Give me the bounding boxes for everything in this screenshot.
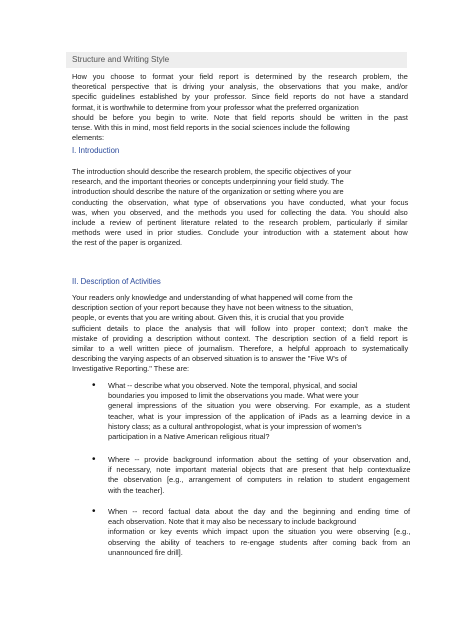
- text-line: general impressions of the situation you were observing. For example, as a student: [108, 401, 410, 411]
- bullet-icon: •: [92, 454, 96, 465]
- text-line: specific guidelines established by your professor. Since field reports do not have a standard: [72, 92, 409, 102]
- text-line: the observation [e.g., arrangement of computers in relation to student engagement: [108, 475, 410, 485]
- text-line: What -- describe what you observed. Note the temporal, physical, and social: [108, 381, 358, 390]
- section-title: Structure and Writing Style: [72, 55, 170, 64]
- text-line: each observation. Note that it may also be necessary to include background: [108, 517, 357, 527]
- text-line: observing the ability of teachers to re-engage students after coming back from an: [108, 537, 411, 547]
- text-line: unannounced fire drill].: [108, 547, 183, 557]
- text-line: Your readers only knowledge and understanding of what happened will come from the: [72, 293, 353, 302]
- text-line: sufficient details to place the analysis that will follow into proper context; don't make the: [72, 323, 408, 333]
- text-line: conducting the observation, what type of observations you have conducted, what your focus: [72, 197, 409, 207]
- text-line: format, it is worthwhile to determine from your professor what the preferred organization: [72, 102, 359, 112]
- text-line: describing the varying aspects of an observed situation is to answer the "Five W's of: [72, 354, 347, 364]
- text-line: if necessary, note important material objects that are present that help contextualize: [108, 465, 411, 475]
- text-line: history class; as a cultural anthropologist, what is your impression of women's: [108, 421, 362, 431]
- list-item-text: [108, 381, 410, 442]
- text-line: Where -- provide background information about the setting of your observation and,: [108, 455, 411, 464]
- text-line: similar to a well written piece of journalism. Therefore, a helpful approach to systematically: [72, 343, 409, 353]
- text-line: research, and the important theories or concepts underpinning your field study. The: [72, 177, 344, 187]
- text-line: Investigative Reporting." These are:: [72, 364, 190, 374]
- text-line: participation in a Native American religious ritual?: [108, 431, 270, 441]
- heading-introduction: I. Introduction: [72, 146, 120, 155]
- text-line: with the teacher].: [108, 485, 165, 495]
- text-line: should be before you begin to write. Note that field reports should be written in the past: [72, 112, 408, 122]
- intro-paragraph: [72, 72, 408, 143]
- text-line: people, or events that you are writing about. Given this, it is crucial that you provide: [72, 313, 344, 323]
- text-line: teacher, what is your impression of the application of iPads as a learning device in a: [108, 411, 411, 421]
- introduction-paragraph: [72, 167, 408, 249]
- list-item-text: [108, 455, 410, 496]
- text-line: theoretical perspective that is driving your analysis, the observations that you make, and/or: [72, 82, 408, 92]
- text-line: description section of your report because they have not been witness to the situation,: [72, 303, 354, 313]
- text-line: tense. With this in mind, most field reports in the social sciences include the following: [72, 122, 350, 132]
- text-line: elements:: [72, 133, 105, 143]
- bullet-icon: •: [92, 380, 96, 391]
- text-line: information or key events which impact upon the situation you were observing [e.g.,: [108, 527, 411, 537]
- list-item-text: [108, 507, 410, 558]
- text-line: mistake of providing a description without context. The description section of a field report is: [72, 333, 408, 343]
- heading-description-of-activities: II. Description of Activities: [72, 277, 161, 286]
- text-line: How you choose to format your field report is determined by the research problem, the: [72, 72, 408, 81]
- text-line: introduction should describe the nature of the organization or setting where you are: [72, 187, 344, 197]
- text-line: When -- record factual data about the day and the beginning and ending time of: [108, 507, 411, 516]
- text-line: methods were used in prior studies. Conclude your introduction with a statement about how: [72, 228, 408, 238]
- text-line: boundaries you imposed to limit the observations you made. What were your: [108, 391, 359, 401]
- text-line: include a review of pertinent literature related to the research problem, particularly if similar: [72, 217, 408, 227]
- text-line: The introduction should describe the research problem, the specific objectives of your: [72, 167, 352, 176]
- bullet-icon: •: [92, 506, 96, 517]
- description-paragraph: [72, 293, 408, 375]
- text-line: was, when you observed, and the methods you used for collecting the data. You should also: [72, 207, 408, 217]
- text-line: the rest of the paper is organized.: [72, 238, 183, 248]
